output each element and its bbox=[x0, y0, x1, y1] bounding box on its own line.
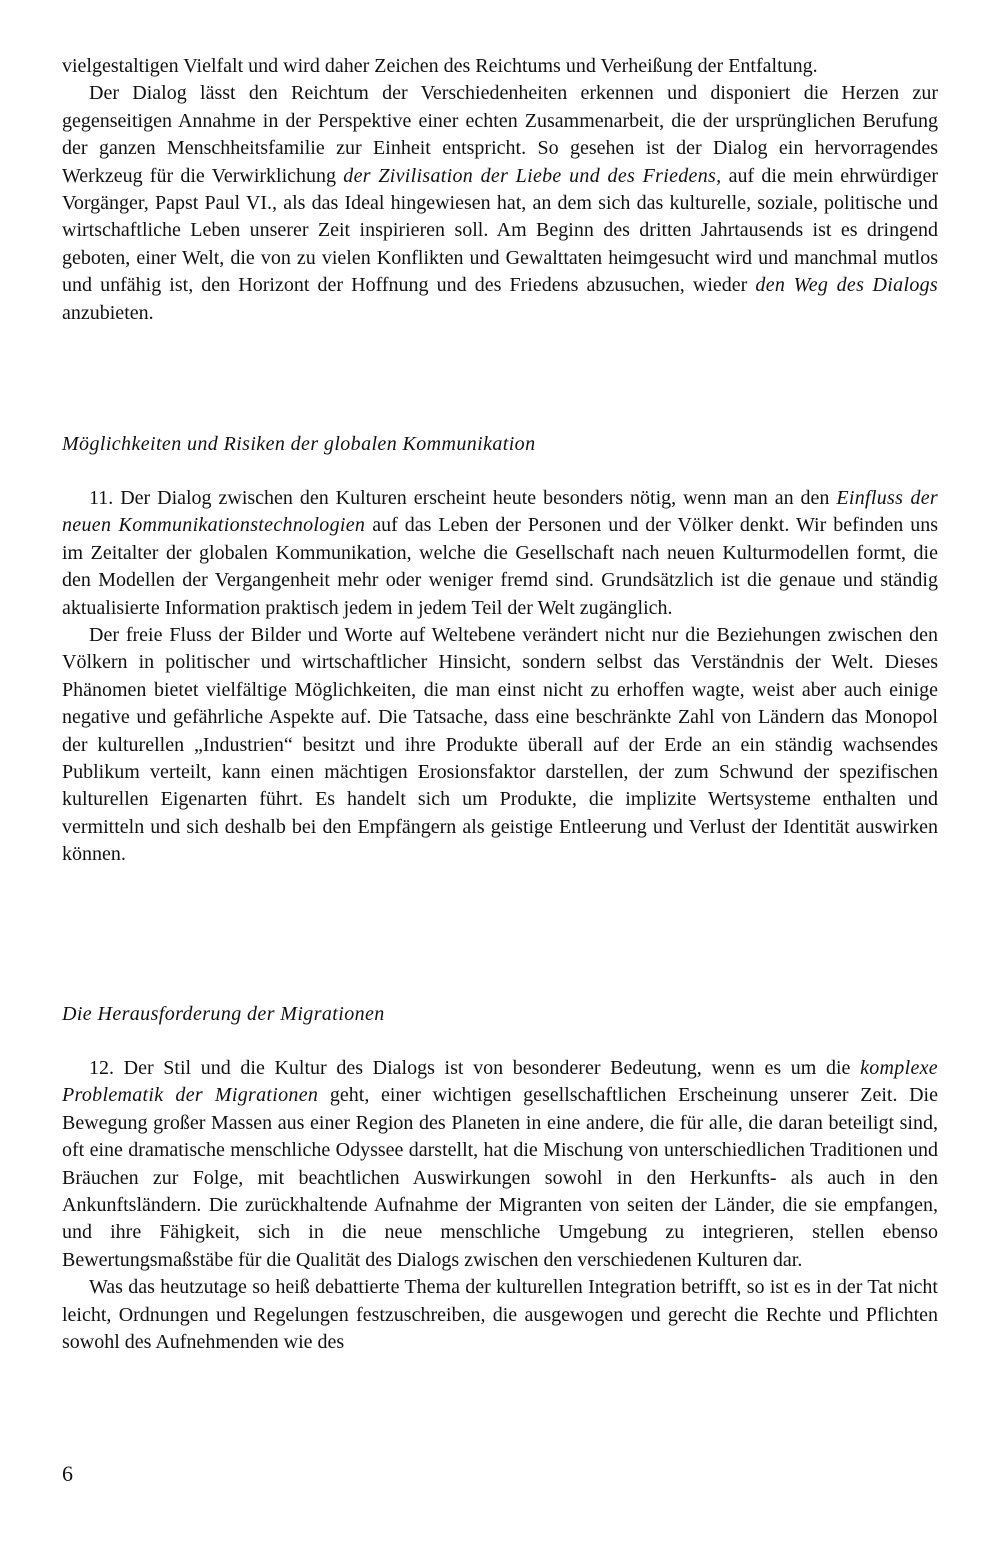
section-heading-migrations: Die Herausforderung der Migrationen bbox=[62, 1003, 385, 1025]
emphasis-text: komplexe Problematik der Migrationen bbox=[62, 1057, 938, 1107]
paragraph-text: 11. Der Dialog zwischen den Kulturen erscheint heute besonders nötig, wenn man an den bbox=[89, 487, 837, 509]
paragraph-text: geht, einer wichtigen gesellschaftlichen Erscheinung unserer Zeit. Die Bewegung großer Massen aus einer Region des Planeten in eine andere, die für alle, die daran beteiligt sind, oft eine dramatische menschliche Odyssee darstellt, hat die Mischung von unterschiedlichen Traditionen und Bräuchen zur Folge, mit beachtlichen Auswirkungen sowohl in den Herkunfts- als auch in den Ankunftsländern. Die zurückhaltende Aufnahme der Migranten von seiten der Länder, die sie empfangen, und ihre Fähigkeit, sich in die neue menschliche Umgebung zu integrieren, stellen ebenso Bewertungsmaßstäbe für die Qualität des Dialogs zwischen den verschiedenen Kulturen dar. bbox=[62, 1084, 938, 1271]
paragraph-text: anzubieten. bbox=[62, 301, 154, 324]
text-block-migrations bbox=[62, 1055, 938, 1356]
paragraph-images-words: Der freie Fluss der Bilder und Worte auf Weltebene verändert nicht nur die Beziehungen zwischen den Völkern in politischer und wirtschaftlicher Hinsicht, sondern selbst das Verständnis der Welt. Dieses Phänomen bietet vielfältige Möglichkeiten, die man einst nicht zu erhoffen wagte, weist aber auch einige negative und gefährliche Aspekte auf. Die Tatsache, dass eine beschränkte Zahl von Ländern das Monopol der kulturellen „Industrien“ besitzt und ihre Produkte überall auf der Erde an ein ständig wachsendes Publikum verteilt, kann einen mächtigen Erosionsfaktor darstellen, der zum Schwund der spezifischen kulturellen Eigenarten führt. Es handelt sich um Produkte, die implizite Wertsysteme enthalten und vermitteln und sich deshalb bei den Empfängern als geistige Entleerung und Verlust der Identität auswirken können. bbox=[62, 624, 938, 866]
emphasis-text: Einfluss der neuen Kommunikationstechnologien bbox=[62, 487, 938, 537]
paragraph-integration: Was das heutzutage so heiß debattierte Thema der kulturellen Integration betrifft, so ist es in der Tat nicht leicht, Ordnungen und Regelungen festzuschreiben, die ausgewogen und gerecht die Rechte und Pflichten sowohl des Aufnehmenden wie des bbox=[62, 1276, 938, 1354]
text-block-communication bbox=[62, 485, 938, 869]
page-number: 6 bbox=[62, 1461, 73, 1486]
paragraph-dialog bbox=[62, 80, 938, 327]
emphasis-text: der Zivilisation der Liebe und des Friedens, bbox=[343, 164, 722, 187]
paragraph-continuation: vielgestaltigen Vielfalt und wird daher Zeichen des Reichtums und Verheißung der Entfaltung. bbox=[62, 55, 818, 77]
section-heading-communication: Möglichkeiten und Risiken der globalen Kommunikation bbox=[62, 433, 536, 455]
paragraph-12 bbox=[62, 1055, 938, 1274]
paragraph-text: 12. Der Stil und die Kultur des Dialogs ist von besonderer Bedeutung, wenn es um die bbox=[89, 1057, 861, 1079]
paragraph-text: Der Dialog lässt den Reichtum der Verschiedenheiten erkennen und disponiert die Herzen zur gegenseitigen Annahme in der Perspektive einer echten Zusammenarbeit, die der ursprünglichen Berufung der ganzen Menschheitsfamilie zur Einheit entspricht. So gesehen ist der Dialog ein hervorragendes Werkzeug für die Verwirklichung bbox=[62, 82, 938, 187]
emphasis-text: den Weg des Dialogs bbox=[755, 274, 938, 297]
paragraph-11 bbox=[62, 485, 938, 622]
paragraph-text: auf das Leben der Personen und der Völker denkt. Wir befinden uns im Zeitalter der globalen Kommunikation, welche die Gesellschaft nach neuen Kulturmodellen formt, die den Modellen der Vergangenheit mehr oder weniger fremd sind. Grundsätzlich ist die genaue und ständig aktualisierte Information praktisch jedem in jedem Teil der Welt zugänglich. bbox=[62, 514, 939, 619]
text-block-intro bbox=[62, 53, 938, 327]
paragraph-text: auf die mein ehrwürdiger Vorgänger, Papst Paul VI., als das Ideal hingewiesen hat, an dem sich das kulturelle, soziale, politische und wirtschaftliche Leben unserer Zeit inspirieren soll. Am Beginn des dritten Jahrtausends ist es dringend geboten, einer Welt, die von zu vielen Konflikten und Gewalttaten heimgesucht wird und manchmal mutlos und unfähig ist, den Horizont der Hoffnung und des Friedens abzusuchen, wieder bbox=[62, 164, 938, 297]
